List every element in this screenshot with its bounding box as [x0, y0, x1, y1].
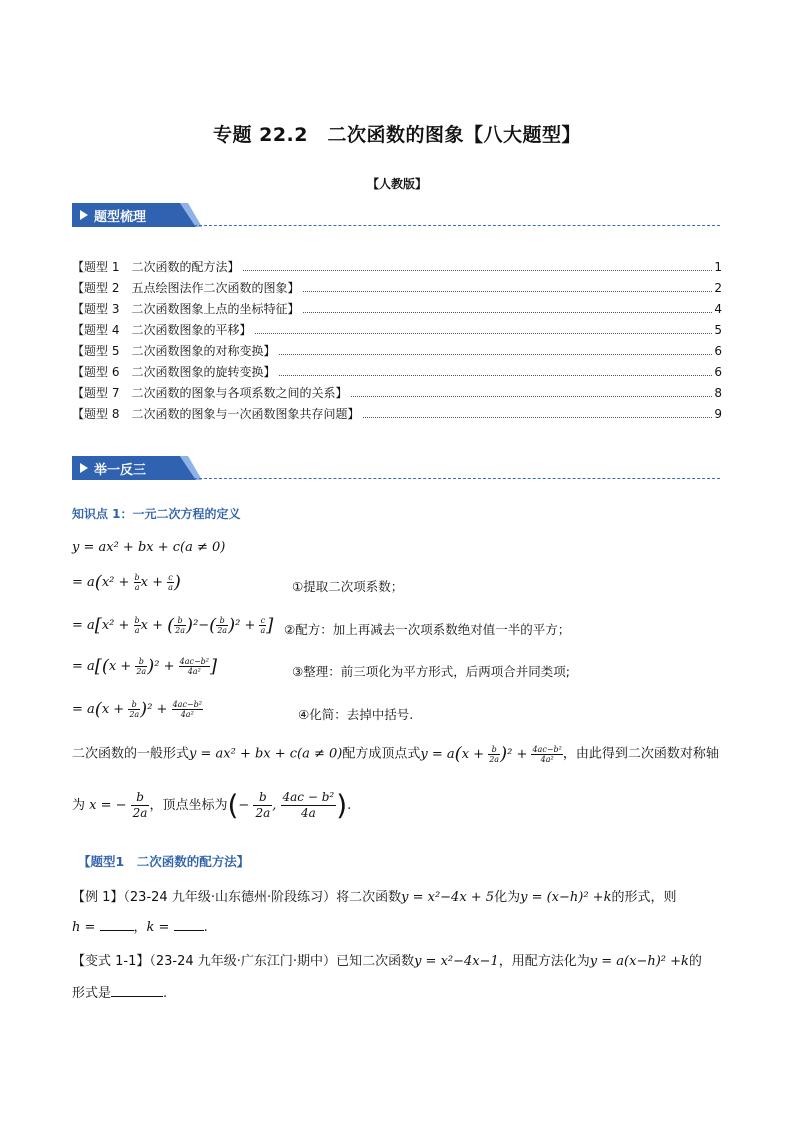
answer-blank-h[interactable] — [100, 930, 134, 931]
toc-item[interactable]: 【题型 8 二次函数的图象与一次函数图象共存问题】 9 — [72, 407, 722, 421]
dashed-divider — [194, 478, 720, 479]
dashed-divider — [194, 225, 720, 226]
banner-label: 举一反三 — [94, 463, 147, 478]
formula-line-4: = a(x + $\frac{b}{2a}$ )² + $\frac{\text{4ac−b²}}{\text{4a²}}$ — [72, 699, 202, 720]
variant-1-1-answer: 形式是 . — [72, 986, 168, 1001]
step-note-2: ②配方：加上再减去一次项系数绝对值一半的平方； — [284, 622, 571, 637]
summary-paragraph: 二次函数的一般形式y = ax² + bx + c(a ≠ 0)配方成顶点式y = a(x + $\frac{b}{2a}$ )² + $\frac{\text{4ac−b²}}{\text{4a²}}$ ，由此得到二次函数对称轴 — [72, 743, 719, 764]
section-title-type1: 【题型1 二次函数的配方法】 — [78, 854, 250, 869]
answer-blank-form[interactable] — [111, 996, 163, 997]
formula-line-0: y = ax² + bx + c(a ≠ 0) — [72, 540, 226, 555]
toc-item[interactable]: 【题型 2 五点绘图法作二次函数的图象】 2 — [72, 281, 722, 295]
toc-item[interactable]: 【题型 3 二次函数图象上点的坐标特征】 4 — [72, 302, 722, 316]
answer-blank-k[interactable] — [174, 930, 204, 931]
formula-line-2: = a[x² + $\frac{b}{a}$ x + ( $\frac{b}{2a}$ )²−( $\frac{b}{2a}$ )² + $\frac{c}{a}$ ] — [72, 615, 274, 636]
step-note-3: ③整理：前三项化为平方形式，后两项合并同类项; — [292, 664, 570, 679]
toc-item[interactable]: 【题型 5 二次函数图象的对称变换】 6 — [72, 344, 722, 358]
formula-line-3: = a[(x + $\frac{b}{2a}$ )² + $\frac{\text{4ac−b²}}{\text{4a²}}$ ] — [72, 656, 218, 677]
knowledge-point-title: 知识点 1：一元二次方程的定义 — [72, 507, 241, 521]
edition-label: 【人教版】 — [366, 177, 427, 191]
summary-paragraph-2: 为 x = − $\frac{b}{2a}$ ，顶点坐标为(− $\frac{b}{2a}$ , $\frac{\text{4ac − b²}}{4a}$ ). — [72, 788, 352, 822]
toc-item[interactable]: 【题型 7 二次函数的图象与各项系数之间的关系】 8 — [72, 386, 722, 400]
section-banner-practice — [72, 456, 720, 482]
step-note-4: ④化简：去掉中括号. — [298, 707, 414, 722]
example-1: 【例 1】（23-24 九年级·山东德州·阶段练习）将二次函数y = x²−4x + 5化为y = (x−h)² +k的形式，则 — [72, 890, 677, 905]
toc-item[interactable]: 【题型 1 二次函数的配方法】 1 — [72, 260, 722, 274]
toc-item[interactable]: 【题型 4 二次函数图象的平移】 5 — [72, 323, 722, 337]
section-banner-types — [72, 203, 720, 229]
page-title: 专题 22.2 二次函数的图象【八大题型】 — [213, 124, 581, 146]
example-1-answers: h = ，k = . — [72, 920, 208, 935]
toc-item[interactable]: 【题型 6 二次函数图象的旋转变换】 6 — [72, 365, 722, 379]
play-icon — [80, 210, 88, 220]
play-icon — [80, 463, 88, 473]
table-of-contents — [72, 258, 722, 426]
variant-1-1: 【变式 1-1】（23-24 九年级·广东江门·期中）已知二次函数y = x²−4x−1，用配方法化为y = a(x−h)² +k的 — [72, 954, 702, 969]
formula-line-1: = a(x² + $\frac{b}{a}$ x + $\frac{c}{a}$ ) — [72, 572, 181, 593]
banner-label: 题型梳理 — [94, 210, 147, 225]
step-note-1: ①提取二次项系数； — [292, 579, 404, 594]
